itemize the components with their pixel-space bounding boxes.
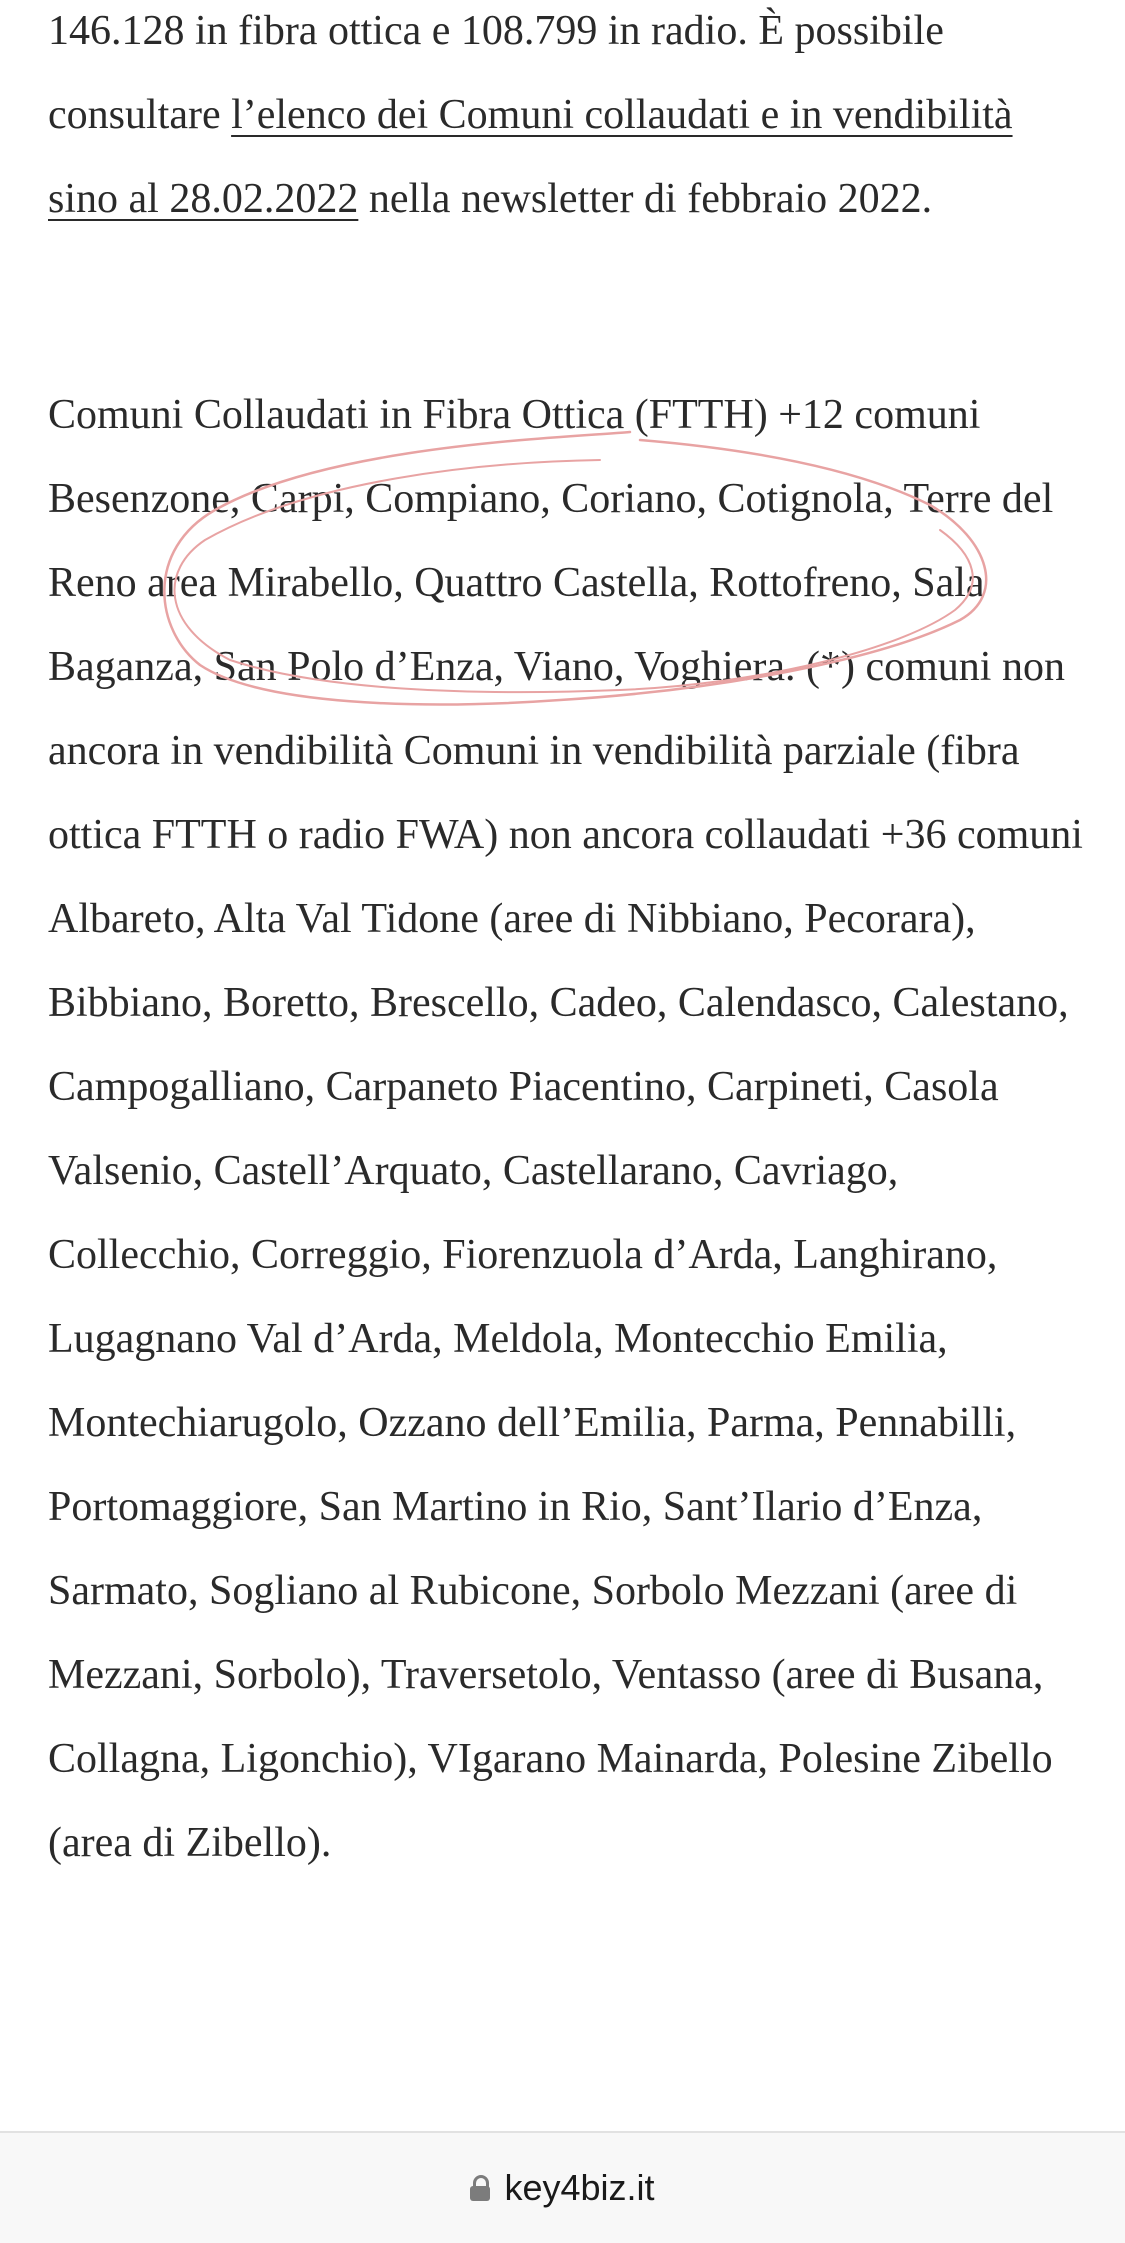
browser-address-bar[interactable] (0, 2131, 1125, 2243)
comuni-paragraph: Comuni Collaudati in Fibra Ottica (FTTH) +12 comuni Besenzone, Carpi, Compiano, Coriano, Cotignola, Terre del Reno area Mirabello, Quattro Castella, Rottofreno, Sala Baganza, San Polo d’Enza, Viano, Voghiera. (*) comuni non ancora in vendibilità Comuni in vendibilità parziale (fibra ottica FTTH o radio FWA) non ancora collaudati +36 comuni Albareto, Alta Val Tidone (aree di Nibbiano, Pecorara), Bibbiano, Boretto, Brescello, Cadeo, Calendasco, Calestano, Campogalliano, Carpaneto Piacentino, Carpineti, Casola Valsenio, Castell’Arquato, Castellarano, Cavriago, Collecchio, Correggio, Fiorenzuola d’Arda, Langhirano, Lugagnano Val d’Arda, Meldola, Montecchio Emilia, Montechiarugolo, Ozzano dell’Emilia, Parma, Pennabilli, Portomaggiore, San Martino in Rio, Sant’Ilario d’Enza, Sarmato, Sogliano al Rubicone, Sorbolo Mezzani (aree di Mezzani, Sorbolo), Traversetolo, Ventasso (aree di Busana, Collagna, Ligonchio), VIgarano Mainarda, Polesine Zibello (area di Zibello). (48, 392, 1083, 1866)
intro-trail-text: nella newsletter di febbraio 2022. (358, 176, 933, 222)
url-text[interactable]: key4biz.it (504, 2167, 655, 2208)
lock-icon (470, 2175, 490, 2201)
intro-lead-text: 146.128 in fibra ottica e 108.799 in radio. È possibile consultare (48, 8, 944, 138)
intro-paragraph (48, 0, 1088, 241)
url-display[interactable] (0, 2163, 1125, 2213)
comuni-list-link[interactable]: l’elenco dei Comuni collaudati e in vendibilità sino al 28.02.2022 (48, 92, 1013, 222)
